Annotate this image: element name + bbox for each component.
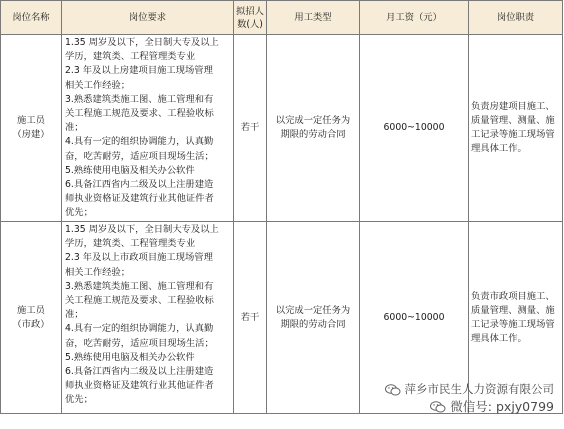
requirement-line: 4.具有一定的组织协调能力，认真勤: [65, 136, 214, 148]
requirement-line: 关工程施工规范及要求、工程验收标: [65, 108, 214, 120]
requirement-line: 2.3 年及以上房建项目施工现场管理: [65, 65, 213, 77]
position-name: 施工员: [17, 304, 45, 316]
requirement-line: 优先；: [65, 207, 93, 219]
requirement-line: 相关工作经验；: [65, 79, 131, 91]
position-cell: [1, 222, 62, 414]
requirement-line: 1.35 周岁及以下，全日制大专及以上: [65, 37, 219, 48]
requirement-line: 2.3 年及以上市政项目施工现场管理: [65, 252, 213, 264]
requirement-line: 优先；: [65, 394, 93, 406]
requirement-line: 师执业资格证及建筑行业其他证件者: [65, 380, 214, 392]
header-headcount: 拟招人数(人): [234, 1, 267, 35]
wechat-watermark: [304, 381, 554, 415]
requirement-line: 相关工作经验；: [65, 266, 131, 278]
requirement-line: 关工程施工规范及要求、工程验收标: [65, 295, 214, 307]
watermark-company-line: [304, 381, 554, 398]
requirement-line: 奋，吃苦耐劳，适应项目现场生活；: [65, 337, 214, 349]
requirement-line: 5.熟练使用电脑及相关办公软件: [65, 164, 195, 176]
employment-type-cell: 以完成一定任务为期限的劳动合同: [267, 35, 360, 222]
headcount-cell: 若干: [234, 222, 267, 414]
headcount-cell: 若干: [234, 35, 267, 222]
header-duties: 岗位职责: [469, 1, 563, 35]
requirement-line: 师执业资格证及建筑行业其他证件者: [65, 193, 214, 205]
wechat-icon: [385, 384, 401, 396]
header-salary: 月工资（元）: [360, 1, 469, 35]
requirements-cell: [62, 222, 234, 414]
position-category: （市政）: [12, 318, 50, 330]
requirement-line: 5.熟练使用电脑及相关办公软件: [65, 351, 195, 363]
duties-cell: 负责房建项目施工、质量管理、测量、施工记录等施工现场管理具体工作。: [469, 35, 563, 222]
watermark-company: 萍乡市民生人力资源有限公司: [404, 382, 554, 396]
requirement-line: 6.具备江西省内二级及以上注册建造: [65, 366, 214, 378]
header-requirements: 岗位要求: [62, 1, 234, 35]
watermark-wechat-id: 微信号: pxjy0799: [450, 399, 554, 414]
requirements-cell: [62, 35, 234, 222]
requirement-line: 学历，建筑类、工程管理类专业: [65, 238, 196, 250]
requirement-line: 3.熟悉建筑类施工图、施工管理和有: [65, 93, 214, 105]
requirement-line: 4.具有一定的组织协调能力，认真勤: [65, 323, 214, 335]
requirement-line: 3.熟悉建筑类施工图、施工管理和有: [65, 280, 214, 292]
header-employment-type: 用工类型: [267, 1, 360, 35]
salary-cell: 6000~10000: [360, 35, 469, 222]
requirement-line: 准；: [65, 309, 84, 321]
header-position: 岗位名称: [1, 1, 62, 35]
requirement-line: 6.具备江西省内二级及以上注册建造: [65, 179, 214, 191]
watermark-wechat-line: [304, 398, 554, 415]
requirement-line: 奋，吃苦耐劳，适应项目现场生活；: [65, 150, 214, 162]
employment-type-cell: 以完成一定任务为期限的劳动合同: [267, 222, 360, 414]
table-header-row: [1, 1, 563, 35]
position-name: 施工员: [17, 115, 45, 126]
requirement-line: 学历，建筑类、工程管理类专业: [65, 51, 196, 63]
wechat-icon: [430, 401, 446, 413]
requirement-line: 准；: [65, 122, 84, 134]
position-cell: [1, 35, 62, 222]
salary-cell: 6000~10000: [360, 222, 469, 414]
position-category: （房建）: [12, 129, 50, 140]
requirement-line: 1.35 周岁及以下，全日制大专及以上: [65, 224, 219, 235]
table-row: [1, 35, 563, 222]
duties-cell: 负责市政项目施工、质量管理、测量、施工记录等施工现场管理具体工作。: [469, 222, 563, 414]
